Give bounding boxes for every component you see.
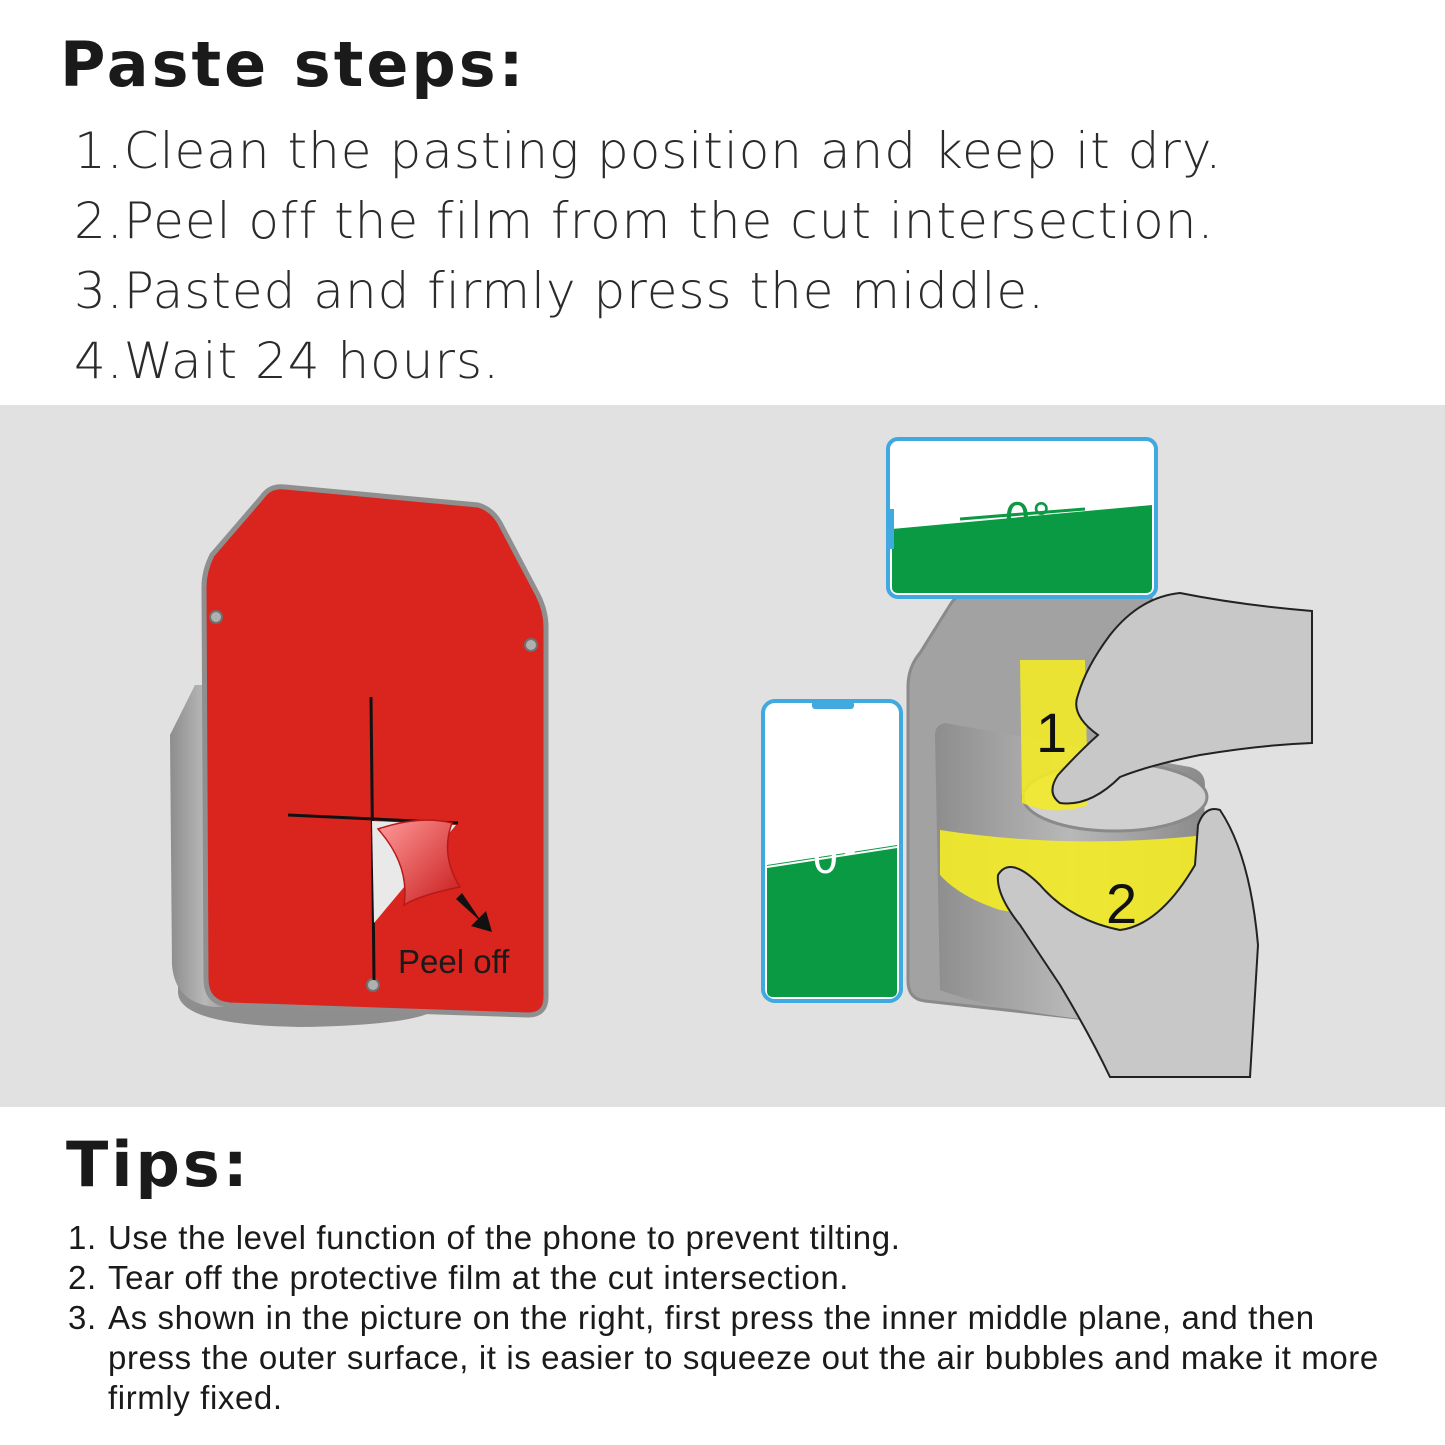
- phone-top-level: [888, 439, 1156, 597]
- press-marker-1: 1: [1036, 701, 1068, 764]
- holder-press-scene: [763, 439, 1312, 1077]
- paste-step-3: 3.Pasted and firmly press the middle.: [74, 262, 1046, 320]
- paste-step-1: 1.Clean the pasting position and keep it dry.: [74, 122, 1223, 180]
- phone-left-level: [763, 701, 901, 1001]
- tip-1: [68, 1218, 1408, 1258]
- holder-with-adhesive: [170, 487, 546, 1027]
- screw-hole-icon: [525, 639, 537, 651]
- tip-text: Tear off the protective film at the cut intersection.: [108, 1259, 850, 1296]
- paste-steps-list: [74, 116, 1222, 396]
- tips-title: Tips:: [66, 1128, 251, 1201]
- paste-step-2: 2.Peel off the film from the cut intersection.: [74, 192, 1215, 250]
- tip-text: Use the level function of the phone to prevent tilting.: [108, 1219, 901, 1256]
- screw-hole-icon: [367, 979, 379, 991]
- tip-number: 3.: [68, 1299, 97, 1336]
- phone-left-notch-icon: [812, 701, 854, 709]
- paste-steps-title: Paste steps:: [60, 28, 527, 101]
- paste-step-4: 4.Wait 24 hours.: [74, 332, 500, 390]
- peel-off-label: Peel off: [398, 943, 510, 980]
- illustration-panel: [0, 405, 1445, 1107]
- phone-left-angle: 0°: [812, 834, 860, 883]
- tip-number: 2.: [68, 1259, 97, 1296]
- phone-top-angle: 0°: [1004, 494, 1052, 543]
- tip-3: [68, 1298, 1408, 1418]
- illustration-svg: [0, 405, 1445, 1107]
- phone-top-notch-icon: [888, 509, 894, 549]
- tip-text: As shown in the picture on the right, first press the inner middle plane, and then press the outer surface, it is easier to squeeze out the air bubbles and make it more firmly fixed.: [108, 1299, 1379, 1416]
- tip-2: [68, 1258, 1408, 1298]
- tip-number: 1.: [68, 1219, 97, 1256]
- press-marker-2: 2: [1106, 872, 1138, 935]
- screw-hole-icon: [210, 611, 222, 623]
- tips-list: [68, 1218, 1408, 1418]
